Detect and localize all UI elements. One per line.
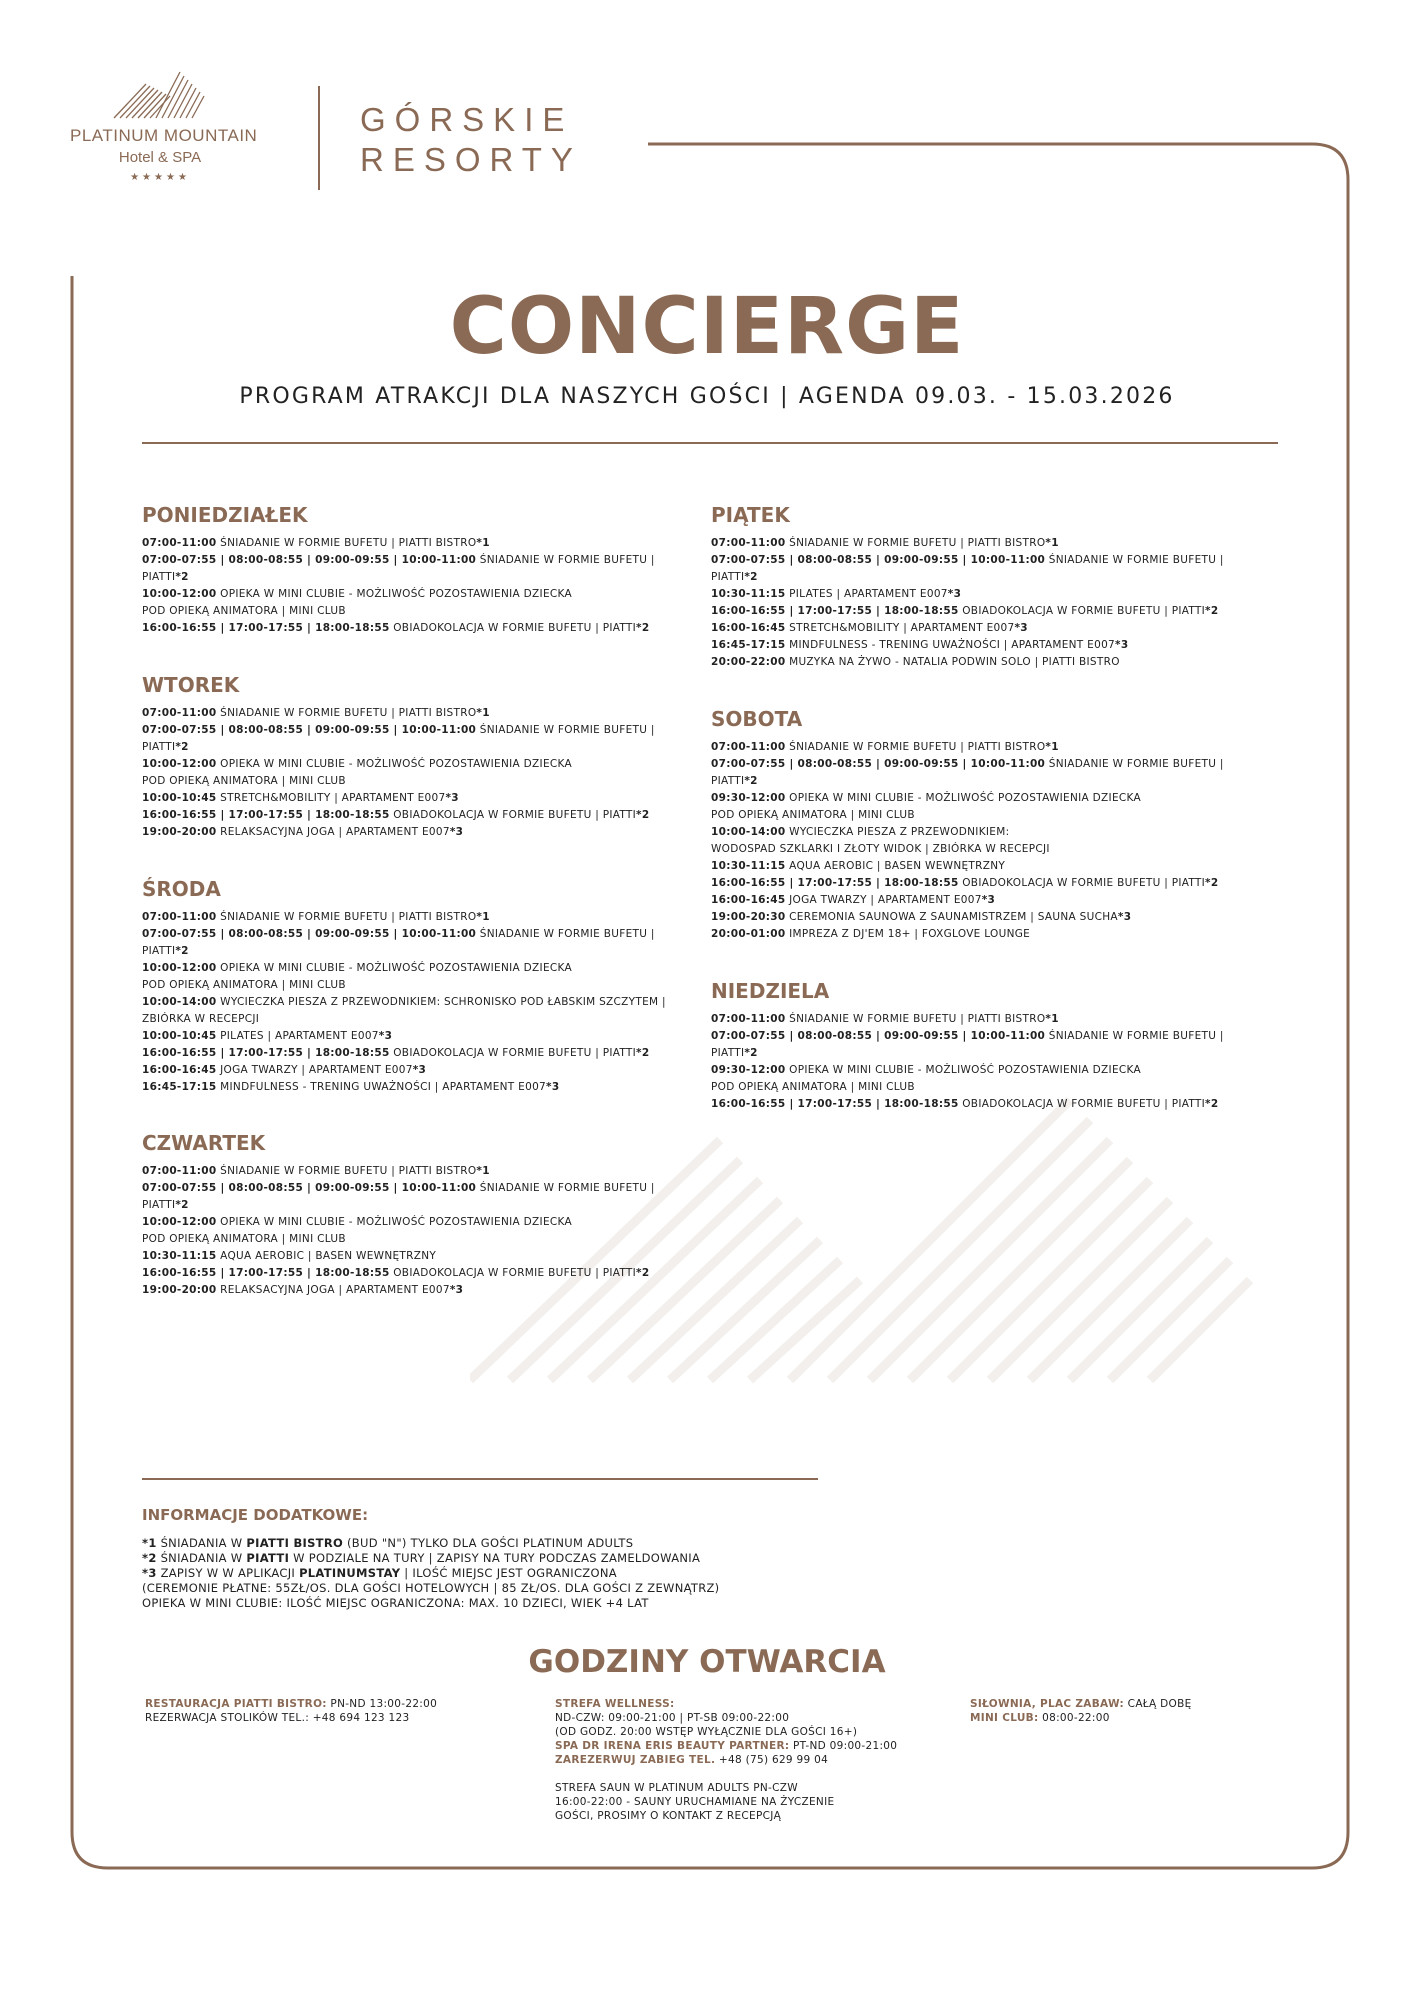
event-list (711, 739, 1291, 943)
schedule-event (711, 654, 1291, 671)
event-description: ŚNIADANIE W FORMIE BUFETU | PIATTI (142, 724, 655, 753)
event-footnote-ref: *3 (1115, 639, 1129, 651)
schedule-event (142, 1045, 722, 1062)
event-time: 16:00-16:45 (142, 1064, 217, 1076)
event-time: 07:00-07:55 | 08:00-08:55 | 09:00-09:55 | 10:00-11:00 (711, 1030, 1046, 1042)
event-description: OPIEKA W MINI CLUBIE - MOŻLIWOŚĆ POZOSTAWIENIA DZIECKA POD OPIEKĄ ANIMATORA | MINI CLUB (142, 758, 572, 787)
hours-gym-club (970, 1697, 1192, 1725)
sauna-note-line: 16:00-22:00 - SAUNY URUCHAMIANE NA ŻYCZENIE (555, 1796, 835, 1808)
event-description: AQUA AEROBIC | BASEN WEWNĘTRZNY (216, 1250, 437, 1262)
event-description: AQUA AEROBIC | BASEN WEWNĘTRZNY (785, 860, 1006, 872)
page-title: CONCIERGE (449, 282, 965, 372)
event-description: ŚNIADANIE W FORMIE BUFETU | PIATTI (711, 554, 1224, 583)
event-footnote-ref: *1 (1045, 1013, 1059, 1025)
hours-wellness (555, 1697, 897, 1823)
event-time: 07:00-07:55 | 08:00-08:55 | 09:00-09:55 | 10:00-11:00 (142, 928, 477, 940)
event-time: 07:00-11:00 (142, 1165, 217, 1177)
group-logo-line2: RESORTY (360, 141, 582, 178)
event-description: ŚNIADANIE W FORMIE BUFETU | PIATTI BISTRO (785, 537, 1046, 549)
hours-value: PN-ND 13:00-22:00 (326, 1698, 438, 1710)
event-time: 09:30-12:00 (711, 792, 786, 804)
event-description: OPIEKA W MINI CLUBIE - MOŻLIWOŚĆ POZOSTAWIENIA DZIECKA POD OPIEKĄ ANIMATORA | MINI CLUB (142, 962, 572, 991)
logo-divider (318, 86, 320, 190)
event-time: 16:00-16:55 | 17:00-17:55 | 18:00-18:55 (142, 622, 390, 634)
event-footnote-ref: *1 (1045, 537, 1059, 549)
event-description: OPIEKA W MINI CLUBIE - MOŻLIWOŚĆ POZOSTAWIENIA DZIECKA POD OPIEKĄ ANIMATORA | MINI CLUB (142, 588, 572, 617)
event-description: ŚNIADANIE W FORMIE BUFETU | PIATTI (711, 758, 1224, 787)
schedule-event (142, 552, 722, 586)
event-description: STRETCH&MOBILITY | APARTAMENT E007 (785, 622, 1015, 634)
event-time: 16:00-16:55 | 17:00-17:55 | 18:00-18:55 (711, 1098, 959, 1110)
event-footnote-ref: *1 (476, 911, 490, 923)
divider-bottom (142, 1478, 818, 1480)
event-description: PILATES | APARTAMENT E007 (216, 1030, 379, 1042)
schedule-event (142, 960, 722, 994)
mountain-logo-icon (110, 70, 210, 120)
event-time: 16:45-17:15 (142, 1081, 217, 1093)
schedule-event (711, 620, 1291, 637)
event-time: 07:00-07:55 | 08:00-08:55 | 09:00-09:55 | 10:00-11:00 (142, 554, 477, 566)
event-time: 07:00-11:00 (142, 707, 217, 719)
hours-value: 08:00-22:00 (1038, 1712, 1110, 1724)
info-title: INFORMACJE DODATKOWE: (142, 1506, 369, 1524)
info-note-mini-club: OPIEKA W MINI CLUBIE: ILOŚĆ MIEJSC OGRANICZONA: MAX. 10 DZIECI, WIEK +4 LAT (142, 1596, 649, 1610)
spa-phone: +48 (75) 629 99 04 (715, 1754, 829, 1766)
event-footnote-ref: *3 (1117, 911, 1132, 923)
event-description: CEREMONIA SAUNOWA Z SAUNAMISTRZEM | SAUNA SUCHA (785, 911, 1118, 923)
event-time: 07:00-11:00 (711, 537, 786, 549)
schedule-event (142, 790, 722, 807)
day-sunday (711, 979, 1291, 1113)
event-time: 20:00-22:00 (711, 656, 786, 668)
day-title: PIĄTEK (711, 503, 790, 527)
schedule-event (711, 552, 1291, 586)
note-text: ŚNIADANIA W (156, 1536, 247, 1550)
event-time: 16:00-16:55 | 17:00-17:55 | 18:00-18:55 (711, 605, 959, 617)
group-logo (360, 100, 582, 180)
event-time: 07:00-07:55 | 08:00-08:55 | 09:00-09:55 | 10:00-11:00 (142, 724, 477, 736)
day-title: CZWARTEK (142, 1131, 266, 1155)
event-time: 10:00-12:00 (142, 1216, 217, 1228)
schedule-event (711, 1028, 1291, 1062)
event-footnote-ref: *3 (947, 588, 962, 600)
note-highlight: PLATINUMSTAY (299, 1566, 401, 1580)
event-footnote-ref: *3 (412, 1064, 427, 1076)
event-description: ŚNIADANIE W FORMIE BUFETU | PIATTI (711, 1030, 1224, 1059)
schedule-event (711, 1011, 1291, 1028)
hotel-stars: ★★★★★ (130, 172, 190, 183)
schedule-event (711, 824, 1291, 858)
event-description: ŚNIADANIE W FORMIE BUFETU | PIATTI BISTRO (216, 1165, 477, 1177)
event-description: MINDFULNESS - TRENING UWAŻNOŚCI | APARTAMENT E007 (785, 639, 1116, 651)
event-time: 10:00-14:00 (142, 996, 217, 1008)
event-footnote-ref: *2 (744, 775, 758, 787)
event-footnote-ref: *3 (445, 792, 459, 804)
schedule-event (142, 1214, 722, 1248)
hours-value: CAŁĄ DOBĘ (1124, 1698, 1192, 1710)
schedule-event (711, 1062, 1291, 1096)
event-time: 10:30-11:15 (711, 588, 786, 600)
event-list (711, 535, 1291, 671)
event-list (142, 1163, 722, 1299)
note-text: (BUD "N") TYLKO DLA GOŚCI PLATINUM ADULTS (343, 1536, 634, 1550)
hours-label: SPA DR IRENA ERIS BEAUTY PARTNER: (555, 1740, 790, 1752)
event-footnote-ref: *2 (1205, 1098, 1219, 1110)
opening-hours-title: GODZINY OTWARCIA (528, 1644, 886, 1680)
event-time: 10:00-12:00 (142, 588, 217, 600)
schedule-event (711, 637, 1291, 654)
event-description: OBIADOKOLACJA W FORMIE BUFETU | PIATTI (389, 1047, 637, 1059)
event-time: 16:00-16:55 | 17:00-17:55 | 18:00-18:55 (711, 877, 959, 889)
schedule-event (711, 926, 1291, 943)
event-footnote-ref: *2 (1205, 605, 1219, 617)
hours-label: STREFA WELLNESS: (555, 1698, 675, 1710)
event-time: 07:00-07:55 | 08:00-08:55 | 09:00-09:55 | 10:00-11:00 (142, 1182, 477, 1194)
event-footnote-ref: *1 (476, 707, 490, 719)
event-description: PILATES | APARTAMENT E007 (785, 588, 948, 600)
schedule-event (142, 909, 722, 926)
event-description: ŚNIADANIE W FORMIE BUFETU | PIATTI BISTRO (216, 707, 477, 719)
schedule-event (142, 1079, 722, 1096)
event-description: OBIADOKOLACJA W FORMIE BUFETU | PIATTI (958, 877, 1206, 889)
hours-label: ZAREZERWUJ ZABIEG TEL. (555, 1754, 716, 1766)
day-title: NIEDZIELA (711, 979, 830, 1003)
event-footnote-ref: *2 (636, 1267, 650, 1279)
note-mark: *2 (142, 1551, 157, 1565)
wellness-note: (OD GODZ. 20:00 WSTĘP WYŁĄCZNIE DLA GOŚCI 16+) (555, 1726, 858, 1738)
day-monday (142, 503, 722, 637)
restaurant-reservation: REZERWACJA STOLIKÓW TEL.: +48 694 123 123 (145, 1712, 410, 1724)
event-time: 09:30-12:00 (711, 1064, 786, 1076)
event-time: 07:00-07:55 | 08:00-08:55 | 09:00-09:55 | 10:00-11:00 (711, 758, 1046, 770)
schedule-event (142, 926, 722, 960)
sauna-note-line: GOŚCI, PROSIMY O KONTAKT Z RECEPCJĄ (555, 1810, 782, 1822)
schedule-event (142, 705, 722, 722)
event-time: 10:30-11:15 (711, 860, 786, 872)
schedule-event (711, 892, 1291, 909)
event-description: OPIEKA W MINI CLUBIE - MOŻLIWOŚĆ POZOSTAWIENIA DZIECKA POD OPIEKĄ ANIMATORA | MINI CLUB (142, 1216, 572, 1245)
day-wednesday (142, 877, 722, 1096)
group-logo-line1: GÓRSKIE (360, 101, 574, 138)
wellness-hours: ND-CZW: 09:00-21:00 | PT-SB 09:00-22:00 (555, 1712, 790, 1724)
event-footnote-ref: *3 (449, 826, 464, 838)
page-subtitle: PROGRAM ATRAKCJI DLA NASZYCH GOŚCI | AGENDA 09.03. - 15.03.2026 (239, 384, 1175, 409)
event-footnote-ref: *2 (175, 1199, 189, 1211)
event-time: 07:00-11:00 (142, 911, 217, 923)
event-time: 19:00-20:30 (711, 911, 786, 923)
day-title: ŚRODA (142, 877, 221, 901)
event-footnote-ref: *2 (744, 1047, 758, 1059)
event-description: ŚNIADANIE W FORMIE BUFETU | PIATTI BISTRO (785, 741, 1046, 753)
event-description: OBIADOKOLACJA W FORMIE BUFETU | PIATTI (389, 1267, 637, 1279)
info-note-1 (142, 1536, 719, 1551)
schedule-event (142, 1062, 722, 1079)
schedule-event (142, 722, 722, 756)
event-description: RELAKSACYJNA JOGA | APARTAMENT E007 (216, 826, 450, 838)
event-footnote-ref: *2 (636, 1047, 650, 1059)
event-footnote-ref: *2 (175, 945, 189, 957)
schedule-event (142, 824, 722, 841)
hotel-subtitle: Hotel & SPA (118, 149, 202, 166)
schedule-event (711, 603, 1291, 620)
event-description: ŚNIADANIE W FORMIE BUFETU | PIATTI (142, 928, 655, 957)
event-footnote-ref: *1 (476, 1165, 490, 1177)
schedule-event (142, 586, 722, 620)
event-time: 16:00-16:55 | 17:00-17:55 | 18:00-18:55 (142, 1047, 390, 1059)
note-text: ZAPISY W W APLIKACJI (156, 1566, 300, 1580)
event-footnote-ref: *2 (636, 809, 650, 821)
event-description: JOGA TWARZY | APARTAMENT E007 (216, 1064, 413, 1076)
event-time: 07:00-07:55 | 08:00-08:55 | 09:00-09:55 | 10:00-11:00 (711, 554, 1046, 566)
event-description: ŚNIADANIE W FORMIE BUFETU | PIATTI (142, 1182, 655, 1211)
schedule-event (142, 1163, 722, 1180)
event-list (142, 535, 722, 637)
event-list (142, 909, 722, 1096)
event-footnote-ref: *2 (175, 571, 189, 583)
event-footnote-ref: *3 (449, 1284, 464, 1296)
event-footnote-ref: *2 (1205, 877, 1219, 889)
info-note-2 (142, 1551, 719, 1566)
event-footnote-ref: *3 (546, 1081, 560, 1093)
event-description: WYCIECZKA PIESZA Z PRZEWODNIKIEM: SCHRONISKO POD ŁABSKIM SZCZYTEM | ZBIÓRKA W RECEPCJI (142, 996, 666, 1025)
event-footnote-ref: *2 (744, 571, 758, 583)
hours-label: SIŁOWNIA, PLAC ZABAW: (970, 1698, 1125, 1710)
divider-top (142, 442, 1278, 444)
event-time: 10:00-10:45 (142, 1030, 217, 1042)
day-thursday (142, 1131, 722, 1299)
schedule-event (711, 790, 1291, 824)
hours-label: RESTAURACJA PIATTI BISTRO: (145, 1698, 327, 1710)
event-time: 10:00-10:45 (142, 792, 217, 804)
day-title: SOBOTA (711, 707, 803, 731)
schedule-event (711, 739, 1291, 756)
schedule-event (142, 1028, 722, 1045)
note-highlight: PIATTI (246, 1551, 290, 1565)
event-description: WYCIECZKA PIESZA Z PRZEWODNIKIEM: WODOSPAD SZKLARKI I ZŁOTY WIDOK | ZBIÓRKA W RECEPCJI (711, 826, 1050, 855)
event-time: 16:00-16:55 | 17:00-17:55 | 18:00-18:55 (142, 1267, 390, 1279)
event-description: MUZYKA NA ŻYWO - NATALIA PODWIN SOLO | PIATTI BISTRO (785, 656, 1120, 668)
day-saturday (711, 707, 1291, 943)
schedule-event (711, 535, 1291, 552)
event-time: 16:00-16:45 (711, 894, 786, 906)
info-note-3 (142, 1566, 719, 1581)
schedule-event (142, 1265, 722, 1282)
event-footnote-ref: *1 (476, 537, 490, 549)
hotel-name: PLATINUM MOUNTAIN (70, 126, 258, 145)
schedule-event (142, 620, 722, 637)
sauna-note-line: STREFA SAUN W PLATINUM ADULTS PN-CZW (555, 1782, 798, 1794)
event-description: OPIEKA W MINI CLUBIE - MOŻLIWOŚĆ POZOSTAWIENIA DZIECKA POD OPIEKĄ ANIMATORA | MINI CLUB (711, 792, 1141, 821)
event-time: 10:00-12:00 (142, 758, 217, 770)
event-description: ŚNIADANIE W FORMIE BUFETU | PIATTI BISTRO (216, 911, 477, 923)
hours-restaurant (145, 1697, 437, 1725)
event-time: 10:30-11:15 (142, 1250, 217, 1262)
event-description: OBIADOKOLACJA W FORMIE BUFETU | PIATTI (389, 622, 637, 634)
event-time: 07:00-11:00 (711, 1013, 786, 1025)
schedule-event (142, 994, 722, 1028)
schedule-event (711, 858, 1291, 875)
schedule-event (142, 1282, 722, 1299)
schedule-event (711, 756, 1291, 790)
schedule-event (711, 586, 1291, 603)
schedule-event (711, 909, 1291, 926)
schedule-event (711, 1096, 1291, 1113)
event-description: STRETCH&MOBILITY | APARTAMENT E007 (216, 792, 446, 804)
event-time: 19:00-20:00 (142, 826, 217, 838)
event-description: OPIEKA W MINI CLUBIE - MOŻLIWOŚĆ POZOSTAWIENIA DZIECKA POD OPIEKĄ ANIMATORA | MINI CLUB (711, 1064, 1141, 1093)
event-time: 19:00-20:00 (142, 1284, 217, 1296)
event-description: JOGA TWARZY | APARTAMENT E007 (785, 894, 982, 906)
event-list (711, 1011, 1291, 1113)
hours-label: MINI CLUB: (970, 1712, 1039, 1724)
event-time: 07:00-11:00 (142, 537, 217, 549)
schedule-event (711, 875, 1291, 892)
note-text: W PODZIALE NA TURY | ZAPISY NA TURY PODCZAS ZAMELDOWANIA (289, 1551, 701, 1565)
event-description: OBIADOKOLACJA W FORMIE BUFETU | PIATTI (958, 605, 1206, 617)
note-highlight: PIATTI BISTRO (246, 1536, 344, 1550)
event-description: ŚNIADANIE W FORMIE BUFETU | PIATTI BISTRO (785, 1013, 1046, 1025)
event-footnote-ref: *3 (1014, 622, 1028, 634)
event-footnote-ref: *3 (981, 894, 996, 906)
event-time: 16:45-17:15 (711, 639, 786, 651)
event-description: RELAKSACYJNA JOGA | APARTAMENT E007 (216, 1284, 450, 1296)
event-time: 16:00-16:45 (711, 622, 786, 634)
event-description: IMPREZA Z DJ'EM 18+ | FOXGLOVE LOUNGE (785, 928, 1031, 940)
hours-value: PT-ND 09:00-21:00 (789, 1740, 898, 1752)
schedule-event (142, 807, 722, 824)
info-notes (142, 1536, 719, 1611)
event-description: ŚNIADANIE W FORMIE BUFETU | PIATTI BISTRO (216, 537, 477, 549)
event-footnote-ref: *2 (175, 741, 189, 753)
event-time: 07:00-11:00 (711, 741, 786, 753)
note-text: | ILOŚĆ MIEJSC JEST OGRANICZONA (400, 1566, 617, 1580)
note-text: ŚNIADANIA W (156, 1551, 247, 1565)
schedule-event (142, 535, 722, 552)
hotel-logo (70, 70, 258, 183)
schedule-event (142, 756, 722, 790)
event-footnote-ref: *3 (378, 1030, 393, 1042)
note-mark: *3 (142, 1566, 157, 1580)
event-footnote-ref: *1 (1045, 741, 1059, 753)
event-time: 10:00-14:00 (711, 826, 786, 838)
event-footnote-ref: *2 (636, 622, 650, 634)
event-description: OBIADOKOLACJA W FORMIE BUFETU | PIATTI (958, 1098, 1206, 1110)
day-title: PONIEDZIAŁEK (142, 503, 308, 527)
day-title: WTOREK (142, 673, 240, 697)
event-time: 10:00-12:00 (142, 962, 217, 974)
info-note-ceremony-prices: (CEREMONIE PŁATNE: 55ZŁ/OS. DLA GOŚCI HOTELOWYCH | 85 ZŁ/OS. DLA GOŚCI Z ZEWNĄTRZ) (142, 1581, 720, 1595)
event-description: MINDFULNESS - TRENING UWAŻNOŚCI | APARTAMENT E007 (216, 1081, 547, 1093)
day-tuesday (142, 673, 722, 841)
event-time: 20:00-01:00 (711, 928, 786, 940)
event-list (142, 705, 722, 841)
schedule-event (142, 1248, 722, 1265)
day-friday (711, 503, 1291, 671)
schedule-event (142, 1180, 722, 1214)
event-description: OBIADOKOLACJA W FORMIE BUFETU | PIATTI (389, 809, 637, 821)
note-mark: *1 (142, 1536, 157, 1550)
event-description: ŚNIADANIE W FORMIE BUFETU | PIATTI (142, 554, 655, 583)
event-time: 16:00-16:55 | 17:00-17:55 | 18:00-18:55 (142, 809, 390, 821)
